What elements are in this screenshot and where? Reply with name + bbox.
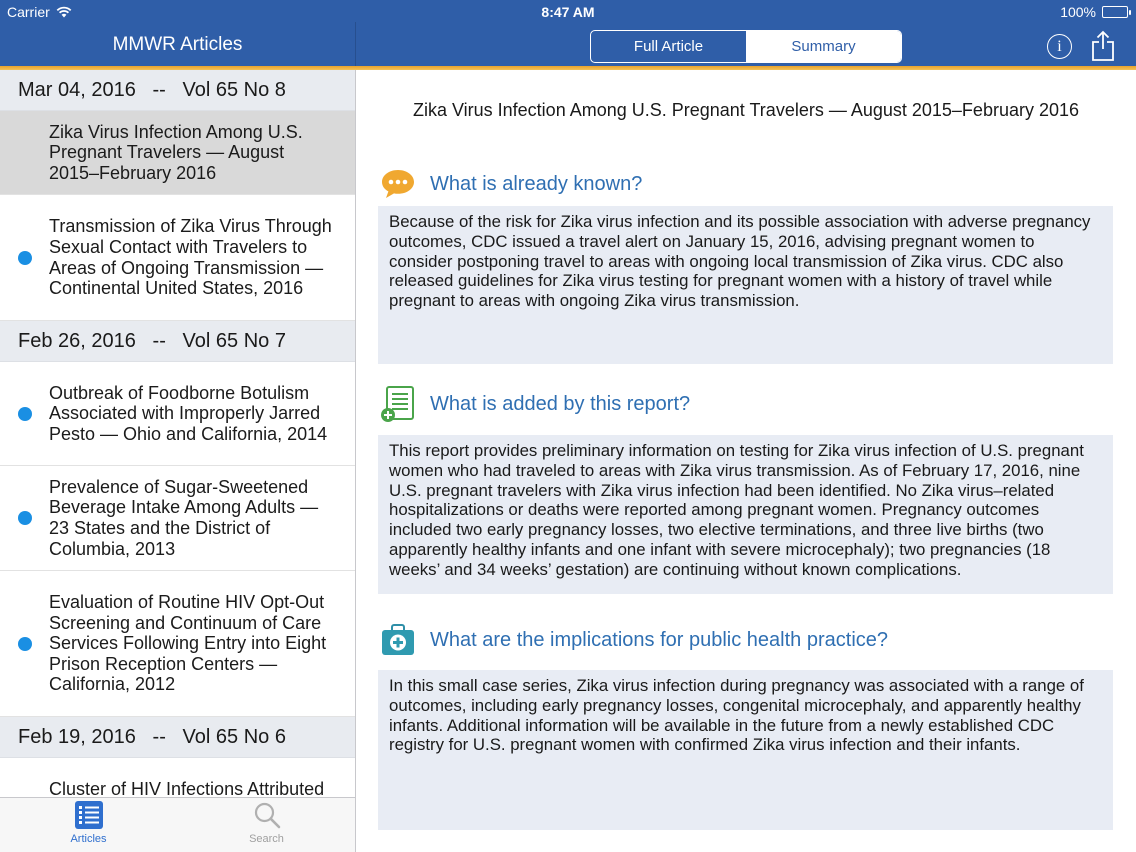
article-summary-pane bbox=[356, 70, 1136, 852]
implications-summary-box bbox=[378, 670, 1113, 830]
unread-dot-icon bbox=[18, 407, 32, 421]
section-header-vol-65-8 bbox=[0, 70, 355, 111]
status-bar bbox=[0, 0, 1136, 22]
info-icon[interactable]: i bbox=[1047, 34, 1072, 59]
added-heading: What is added by this report? bbox=[430, 392, 691, 415]
known-heading-row bbox=[380, 166, 642, 202]
article-item-title: Cluster of HIV Infections Attributed bbox=[49, 779, 325, 797]
article-title: Zika Virus Infection Among U.S. Pregnant Travelers — August 2015–February 2016 bbox=[412, 100, 1080, 120]
medical-kit-icon bbox=[380, 623, 416, 657]
share-icon[interactable] bbox=[1090, 30, 1116, 62]
summary-tab[interactable]: Summary bbox=[746, 31, 901, 62]
speech-bubble-icon bbox=[380, 168, 416, 200]
carrier-label: Carrier bbox=[7, 4, 50, 20]
battery-percent: 100% bbox=[1060, 4, 1096, 20]
article-item-hiv-opt-out-screening[interactable] bbox=[0, 571, 355, 717]
article-item-title: Evaluation of Routine HIV Opt-Out Screening and Continuum of Care Services Following Entry into Eight Prison Reception Centers — California, 2012 bbox=[49, 592, 327, 695]
article-item-title: Outbreak of Foodborne Botulism Associated with Improperly Jarred Pesto — Ohio and California, 2014 bbox=[49, 382, 328, 444]
unread-dot-icon bbox=[18, 251, 32, 265]
view-mode-segmented-control bbox=[590, 30, 902, 63]
tab-articles-label: Articles bbox=[70, 833, 107, 845]
unread-dot-icon bbox=[18, 511, 32, 525]
added-heading-row bbox=[380, 386, 690, 422]
tab-articles[interactable] bbox=[0, 801, 177, 852]
battery-icon bbox=[1102, 6, 1128, 18]
battery-indicator bbox=[1060, 4, 1128, 20]
article-item-title: Transmission of Zika Virus Through Sexual Contact with Travelers to Areas of Ongoing Transmission — Continental United States, 2016 bbox=[49, 216, 332, 299]
article-list-sidebar bbox=[0, 70, 355, 797]
clock: 8:47 AM bbox=[541, 4, 595, 20]
article-item-title: Prevalence of Sugar-Sweetened Beverage Intake Among Adults — 23 States and the District of Columbia, 2013 bbox=[49, 476, 319, 559]
added-summary-box bbox=[378, 435, 1113, 594]
section-header-label: Feb 26, 2016 -- Vol 65 No 7 bbox=[18, 329, 286, 352]
unread-dot-icon bbox=[18, 637, 32, 651]
list-icon bbox=[75, 801, 103, 829]
implications-body: In this small case series, Zika virus infection during pregnancy was associated with a range of outcomes, including early pregnancy losses, congenital microcephaly, and apparently healthy infants. Additional information will be available in the future from a newly established CDC registry for U.S. pregnant women with confirmed Zika virus infection and their infants. bbox=[389, 676, 1084, 755]
search-icon bbox=[253, 801, 281, 829]
article-item-title: Zika Virus Infection Among U.S. Pregnant Travelers — August 2015–February 2016 bbox=[49, 121, 303, 183]
section-header-label: Feb 19, 2016 -- Vol 65 No 6 bbox=[18, 725, 286, 748]
added-body: This report provides preliminary information on testing for Zika virus infection of U.S. pregnant women who had traveled to areas with Zika virus transmission. As of February 17, 2016, nine U.S. pregnant travelers with Zika virus infection had been identified. No Zika virus–related hospitalizations or deaths were reported among pregnant women. Pregnancy outcomes included two early pregnancy losses, two elective terminations, and three live births (two apparently healthy infants and one infant with severe microcephaly); two pregnancies (18 weeks’ and 34 weeks’ gestation) are continuing without known complications. bbox=[389, 441, 1084, 579]
article-item-sugar-sweetened-beverage[interactable] bbox=[0, 466, 355, 571]
known-body: Because of the risk for Zika virus infection and its possible association with adverse pregnancy outcomes, CDC issued a travel alert on January 15, 2016, advising pregnant women to consider postponing travel to areas with ongoing local transmission of Zika virus. CDC also released guidelines for Zika virus testing for pregnant women with a history of travel while pregnant to areas with ongoing Zika virus transmission. bbox=[389, 212, 1091, 311]
article-item-zika-sexual-transmission[interactable] bbox=[0, 195, 355, 321]
full-article-tab[interactable]: Full Article bbox=[633, 38, 704, 55]
article-item-zika-pregnant-travelers[interactable] bbox=[0, 111, 355, 195]
tab-search[interactable] bbox=[178, 801, 355, 852]
app-title: MMWR Articles bbox=[112, 34, 243, 55]
header-divider bbox=[355, 22, 356, 66]
known-heading: What is already known? bbox=[430, 172, 643, 195]
article-item-botulism-outbreak[interactable] bbox=[0, 362, 355, 466]
article-item-hiv-cluster[interactable] bbox=[0, 758, 355, 797]
section-header-vol-65-7 bbox=[0, 321, 355, 362]
report-add-icon bbox=[380, 385, 416, 423]
tab-search-label: Search bbox=[249, 833, 284, 845]
implications-heading: What are the implications for public health practice? bbox=[430, 628, 889, 651]
tab-bar bbox=[0, 797, 355, 852]
implications-heading-row bbox=[380, 622, 888, 658]
known-summary-box bbox=[378, 206, 1113, 364]
section-header-label: Mar 04, 2016 -- Vol 65 No 8 bbox=[18, 78, 286, 101]
section-header-vol-65-6 bbox=[0, 717, 355, 758]
